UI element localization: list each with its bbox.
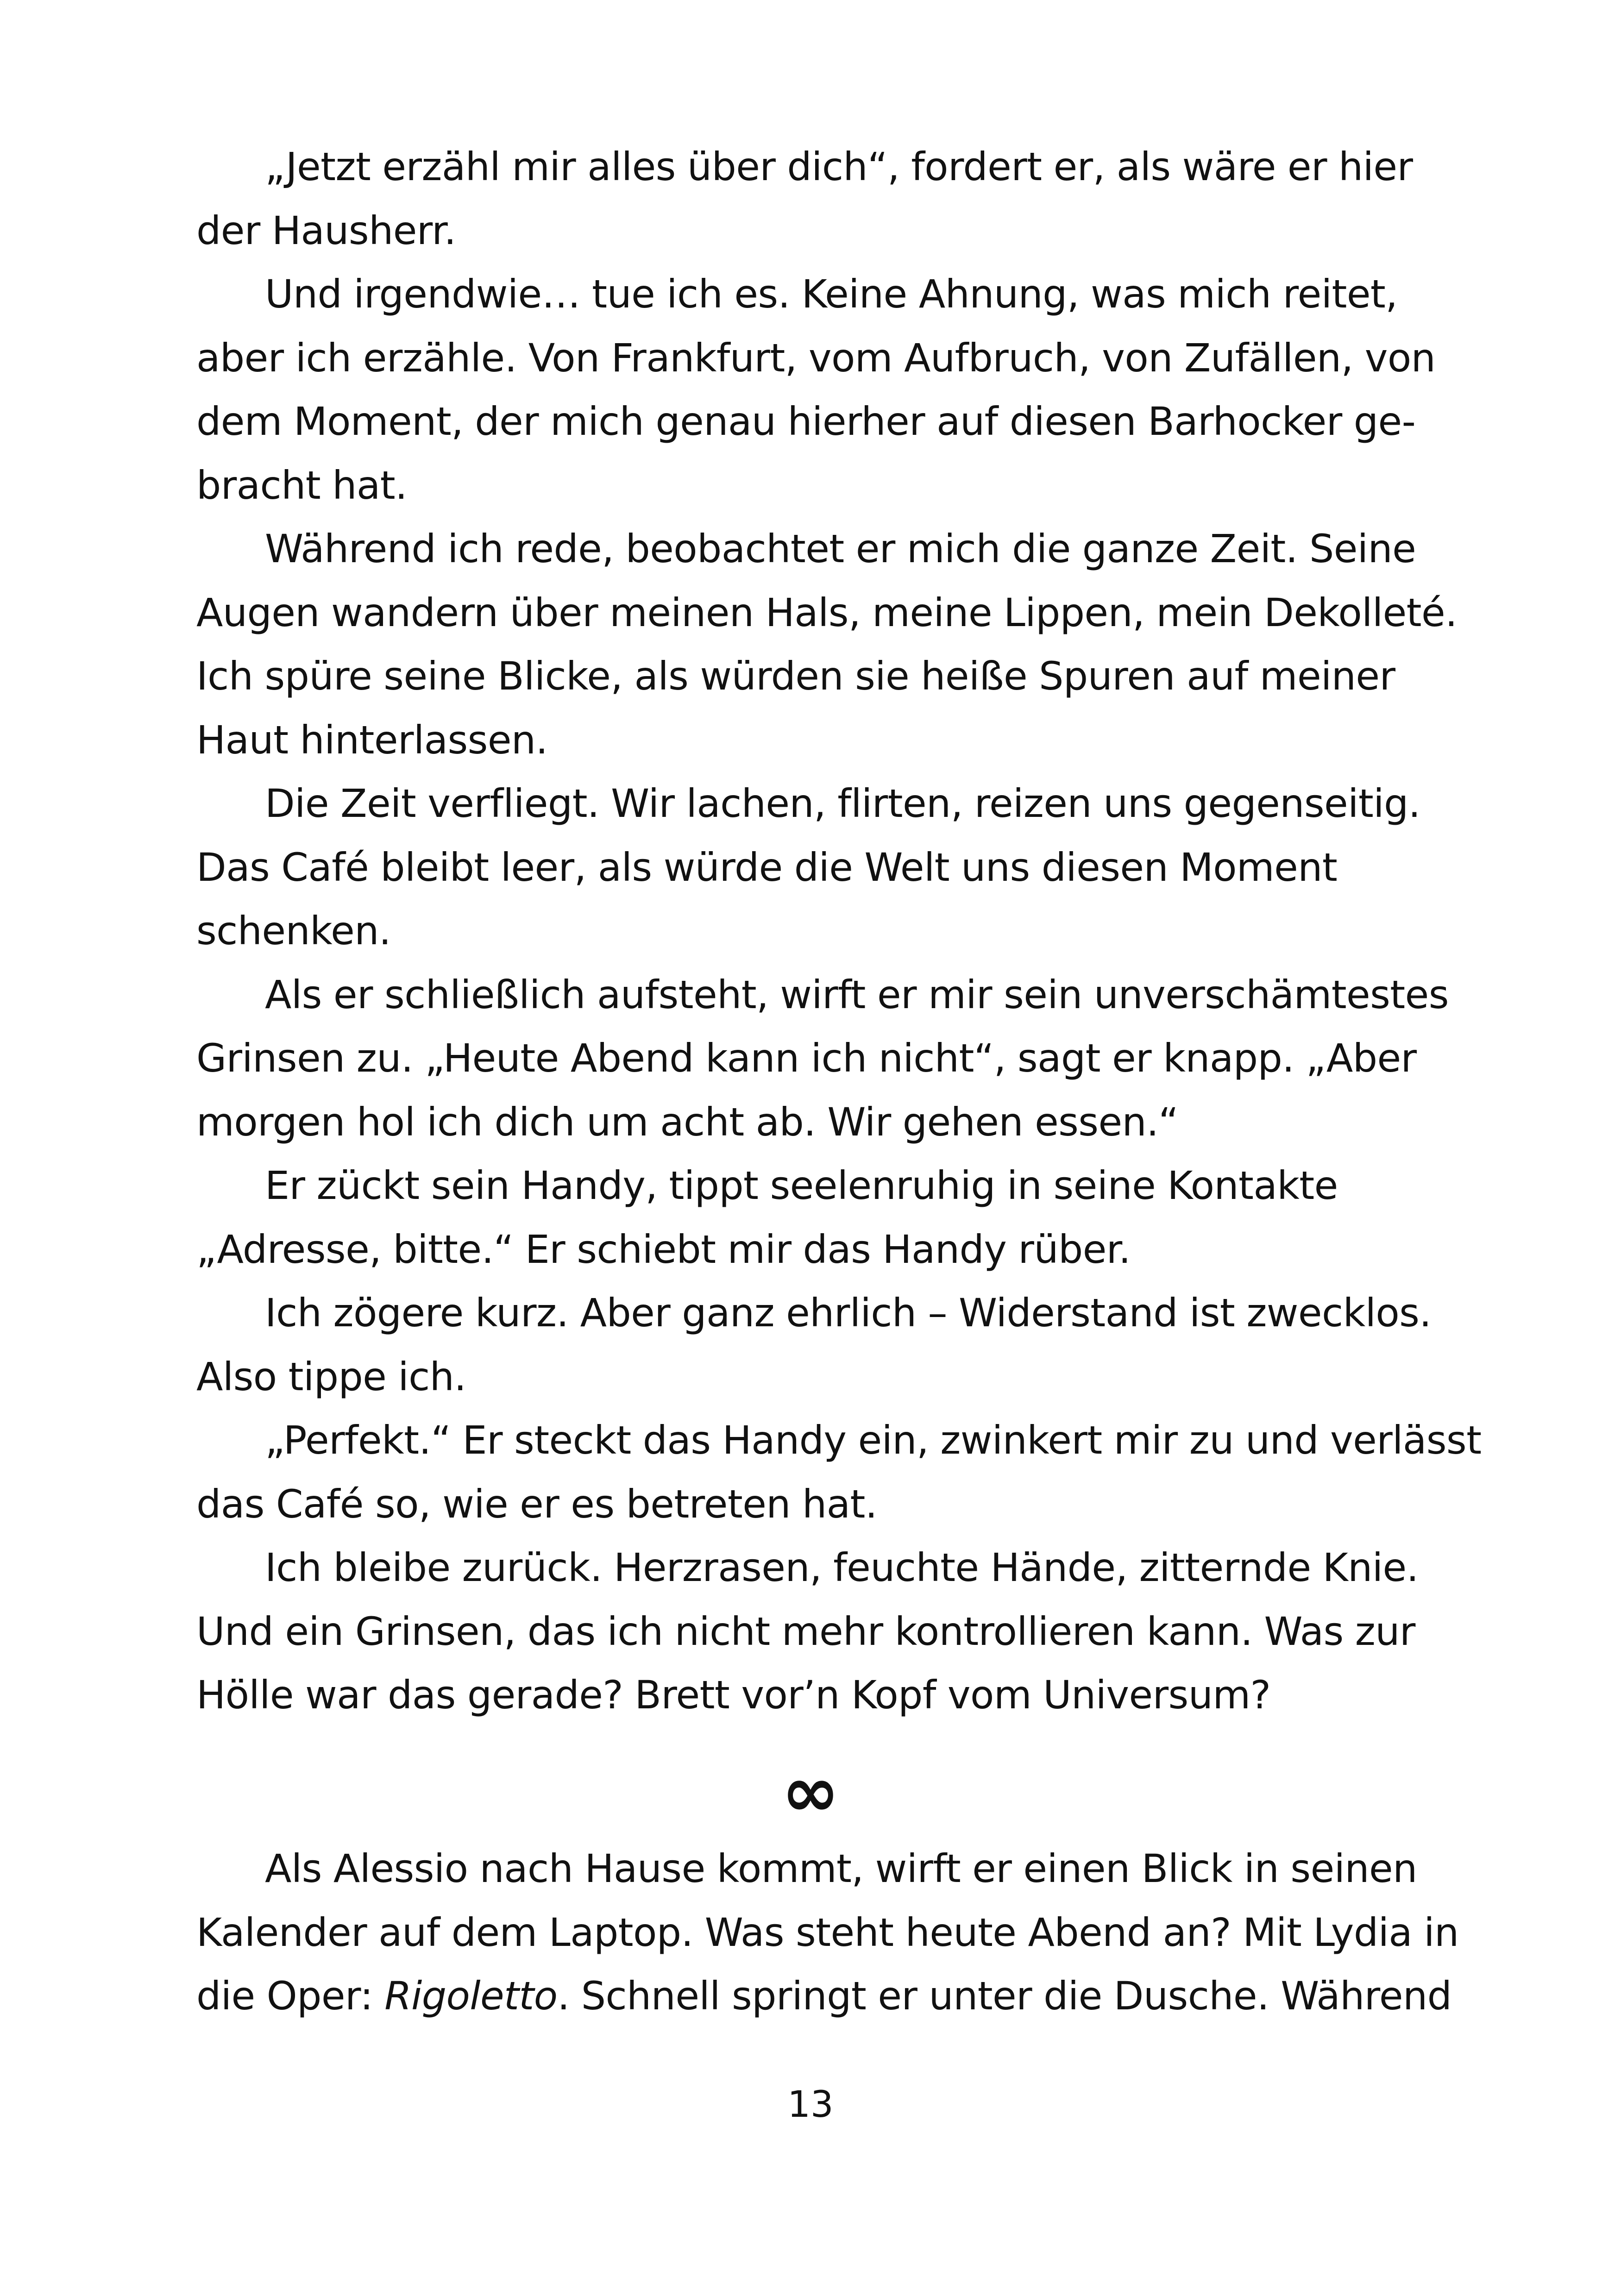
paragraph [196, 772, 1475, 963]
text-line: Und ein Grinsen, das ich nicht mehr kontrollieren kann. Was zur [196, 1608, 1415, 1654]
text-line: Während ich rede, beobachtet er mich die ganze Zeit. Seine [265, 526, 1416, 571]
text-line: Ich spüre seine Blicke, als würden sie heiße Spuren auf meiner [196, 653, 1395, 699]
text-line: dem Moment, der mich genau hierher auf diesen Barhocker ge- [196, 399, 1416, 444]
paragraph [196, 1154, 1475, 1281]
text-line: „Jetzt erzähl mir alles über dich“, fordert er, als wäre er hier [265, 144, 1413, 189]
text-line: bracht hat. [196, 462, 408, 508]
text-line: „Perfekt.“ Er steckt das Handy ein, zwinkert mir zu und verlässt [265, 1418, 1482, 1463]
text-line: morgen hol ich dich um acht ab. Wir gehen essen.“ [196, 1099, 1179, 1145]
text-fragment: die Oper: [196, 1973, 385, 2019]
paragraph [196, 1409, 1482, 1536]
opera-title-italic: Rigoletto [384, 1973, 558, 2019]
paragraph [196, 263, 1475, 517]
text-line: Ich zögere kurz. Aber ganz ehrlich – Widerstand ist zwecklos. [265, 1290, 1432, 1336]
text-line [196, 1964, 1475, 2028]
text-line: Hölle war das gerade? Brett vor’n Kopf vom Universum? [196, 1672, 1271, 1718]
text-line: Kalender auf dem Laptop. Was steht heute Abend an? Mit Lydia in [196, 1909, 1459, 1955]
text-line: der Hausherr. [196, 207, 456, 253]
section-separator-infinity: ∞ [781, 1752, 840, 1832]
text-line: Haut hinterlassen. [196, 717, 548, 763]
text-line: Er zückt sein Handy, tippt seelenruhig in seine Kontakte [265, 1163, 1338, 1208]
text-line: schenken. [196, 908, 391, 954]
text-line: Als er schließlich aufsteht, wirft er mir sein unverschämtestes [265, 972, 1449, 1017]
text-line: Das Café bleibt leer, als würde die Welt uns diesen Moment [196, 844, 1338, 890]
body-text-after-separator [196, 1837, 1475, 2028]
paragraph [196, 1281, 1475, 1409]
body-text-before-separator [196, 135, 1482, 1727]
paragraph [196, 963, 1475, 1154]
text-line: das Café so, wie er es betreten hat. [196, 1481, 877, 1527]
text-line: Augen wandern über meinen Hals, meine Lippen, mein Dekolleté. [196, 590, 1458, 635]
text-line: Ich bleibe zurück. Herzrasen, feuchte Hände, zitternde Knie. [265, 1545, 1419, 1590]
paragraph [196, 1536, 1475, 1727]
paragraph [196, 517, 1475, 772]
text-line: Die Zeit verfliegt. Wir lachen, flirten, reizen uns gegenseitig. [265, 781, 1420, 826]
text-line: „Adresse, bitte.“ Er schiebt mir das Handy rüber. [196, 1226, 1131, 1272]
text-line: Als Alessio nach Hause kommt, wirft er einen Blick in seinen [265, 1846, 1417, 1891]
paragraph [196, 1837, 1475, 2028]
text-line: aber ich erzähle. Von Frankfurt, vom Aufbruch, von Zufällen, von [196, 335, 1436, 381]
text-fragment: . Schnell springt er unter die Dusche. Während [557, 1973, 1452, 2019]
text-line: Grinsen zu. „Heute Abend kann ich nicht“, sagt er knapp. „Aber [196, 1035, 1417, 1081]
text-line: Und irgendwie… tue ich es. Keine Ahnung, was mich reitet, [265, 271, 1398, 317]
text-line: Also tippe ich. [196, 1354, 466, 1399]
paragraph [196, 135, 1475, 263]
page-number: 13 [787, 2084, 834, 2126]
